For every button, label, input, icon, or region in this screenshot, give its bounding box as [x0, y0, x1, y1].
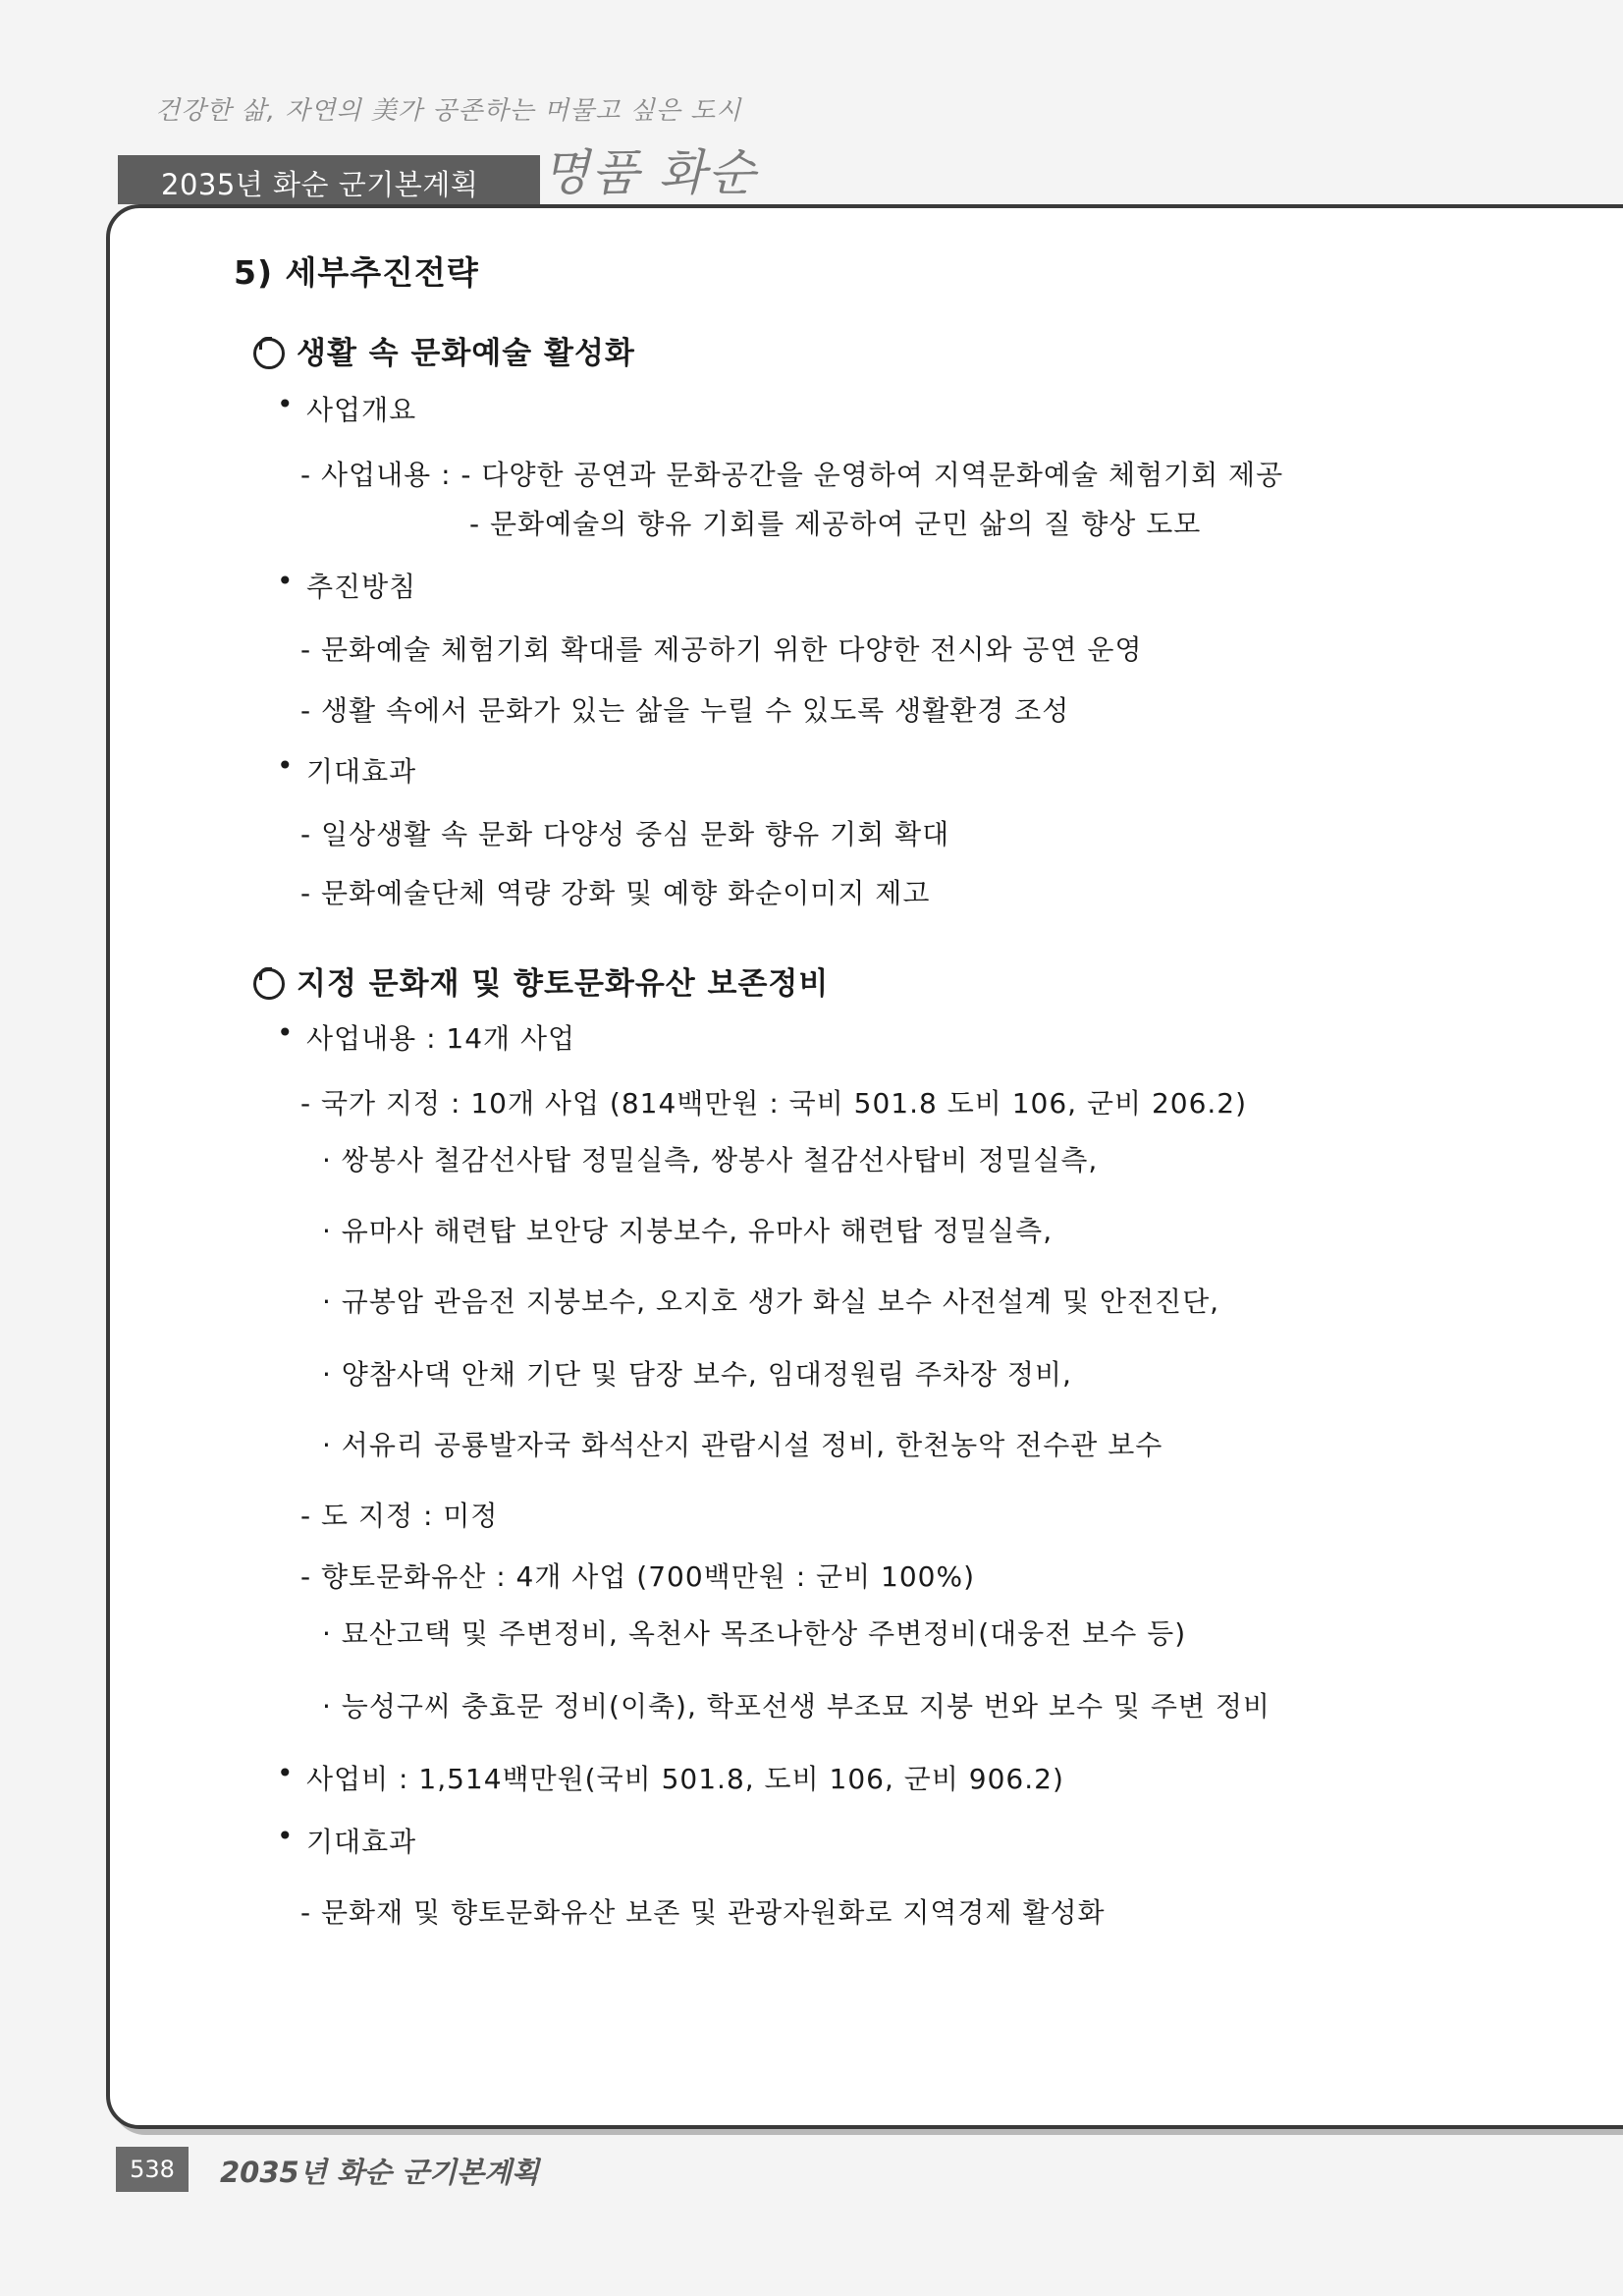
national-item: · 양참사댁 안채 기단 및 담장 보수, 임대정원림 주차장 정비,: [322, 1358, 1072, 1391]
budget-line: • 사업비 : 1,514백만원(국비 501.8, 도비 106, 군비 906.2): [306, 1758, 1064, 1797]
page-number: 538: [116, 2147, 189, 2192]
overview-label: • 사업개요: [306, 389, 416, 428]
national-item: · 서유리 공룡발자국 화석산지 관람시설 정비, 한천농악 전수관 보수: [322, 1429, 1163, 1461]
national-item: · 쌍봉사 철감선사탑 정밀실측, 쌍봉사 철감선사탑비 정밀실측,: [322, 1144, 1099, 1176]
subsection-title-text: 생활 속 문화예술 활성화: [297, 336, 635, 371]
national-item: · 유마사 해련탑 보안당 지붕보수, 유마사 해련탑 정밀실측,: [322, 1215, 1054, 1247]
footer-plan-title: 2035년 화순 군기본계획: [220, 2156, 540, 2189]
policy-label: • 추진방침: [306, 566, 416, 605]
local-heritage: - 향토문화유산 : 4개 사업 (700백만원 : 군비 100%): [300, 1560, 976, 1593]
section-title: 5) 세부추진전략: [234, 253, 479, 292]
content-label: • 사업내용 : 14개 사업: [306, 1017, 575, 1057]
subsection-title-text: 지정 문화재 및 향토문화유산 보존정비: [297, 966, 830, 1002]
effect-label: • 기대효과: [306, 750, 416, 790]
effect-line-2: - 문화예술단체 역량 강화 및 예향 화순이미지 제고: [300, 877, 931, 909]
local-item: · 묘산고택 및 주변정비, 옥천사 목조나한상 주변정비(대웅전 보수 등): [322, 1617, 1187, 1650]
national-designation: - 국가 지정 : 10개 사업 (814백만원 : 국비 501.8 도비 106, 군비 206.2): [300, 1087, 1248, 1120]
national-item: · 규봉암 관음전 지붕보수, 오지호 생가 화실 보수 사전설계 및 안전진단,: [322, 1285, 1220, 1318]
effect-label-2: • 기대효과: [306, 1821, 416, 1860]
content-line-2: - 문화예술의 향유 기회를 제공하여 군민 삶의 질 향상 도모: [469, 508, 1202, 540]
local-item: · 능성구씨 충효문 정비(이축), 학포선생 부조묘 지붕 번와 보수 및 주변 정비: [322, 1690, 1271, 1722]
brand-logo: 명품 화순: [542, 144, 758, 201]
header-plan-title: 2035년 화순 군기본계획: [161, 168, 479, 201]
content-line-1: - 사업내용 : - 다양한 공연과 문화공간을 운영하여 지역문화예술 체험기회 제공: [300, 459, 1284, 491]
header-slogan: 건강한 삶, 자연의 美가 공존하는 머물고 싶은 도시: [155, 96, 742, 126]
effect-line-heritage: - 문화재 및 향토문화유산 보존 및 관광자원화로 지역경제 활성화: [300, 1896, 1106, 1929]
policy-line-1: - 문화예술 체험기회 확대를 제공하기 위한 다양한 전시와 공연 운영: [300, 633, 1143, 666]
subsection-title-heritage: [253, 958, 829, 1003]
policy-line-2: - 생활 속에서 문화가 있는 삶을 누릴 수 있도록 생활환경 조성: [300, 694, 1070, 727]
effect-line-1: - 일상생활 속 문화 다양성 중심 문화 향유 기회 확대: [300, 818, 950, 850]
circle-bullet-icon: [253, 968, 285, 1000]
province-designation: - 도 지정 : 미정: [300, 1500, 499, 1532]
subsection-title-culture: [253, 328, 635, 372]
circle-bullet-icon: [253, 338, 285, 369]
